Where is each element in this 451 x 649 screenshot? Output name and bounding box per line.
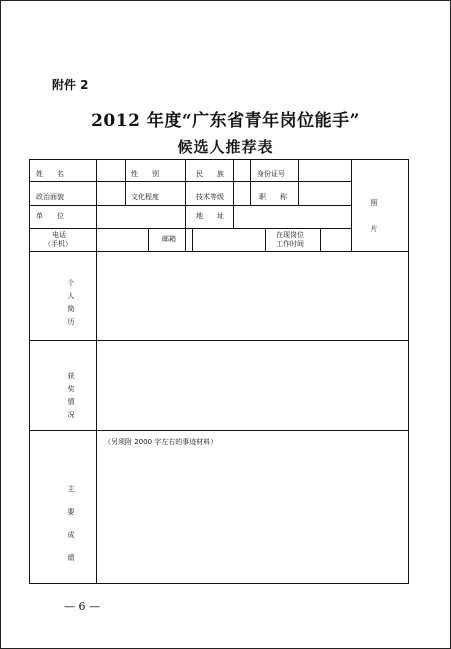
col-line-h	[148, 228, 149, 251]
document-title: 2012 年度“广东省青年岗位能手”	[91, 111, 360, 131]
col-line-a	[96, 159, 97, 251]
document-subtitle: 候选人推荐表	[177, 138, 274, 156]
label-unit: 单 位	[36, 212, 64, 220]
label-address: 地 址	[196, 212, 224, 220]
label-resume: 个人简历	[67, 279, 75, 326]
col-line-b	[125, 159, 126, 205]
label-photo: 照 片	[370, 199, 392, 233]
achievements-note: （另须附 2000 字左右的事迹材料）	[104, 438, 218, 446]
label-tenure-sub: 工作时间	[276, 240, 304, 248]
label-gender: 性 别	[131, 170, 159, 178]
col-line-d	[233, 159, 234, 205]
attachment-label: 附件 2	[52, 78, 89, 92]
label-phone: 电话	[52, 231, 66, 239]
row-line-3	[29, 228, 351, 229]
recommendation-form	[29, 159, 409, 584]
label-education: 文化程度	[131, 193, 159, 201]
label-name: 姓 名	[36, 170, 64, 178]
row-line-4	[29, 251, 409, 252]
label-political-status: 政治面貌	[36, 193, 64, 201]
col-line-i	[192, 228, 193, 251]
label-ethnicity: 民 族	[196, 170, 224, 178]
row-line-2	[29, 205, 351, 206]
label-phone-sub: （手机）	[44, 240, 72, 248]
section-label-divider	[96, 251, 97, 584]
label-id-number: 身份证号	[257, 170, 285, 178]
row-line-6	[29, 430, 409, 431]
label-tenure: 在现岗位	[276, 231, 304, 239]
col-line-k	[320, 228, 321, 251]
label-awards: 获奖情况	[67, 372, 75, 419]
col-line-e	[250, 159, 251, 205]
page-number: — 6 —	[64, 600, 100, 613]
label-position: 职 称	[259, 193, 287, 201]
row-line-1	[29, 181, 351, 182]
label-postcode: 邮箱	[162, 235, 176, 243]
label-tech-level: 技术等级	[196, 193, 224, 201]
photo-divider	[351, 159, 352, 251]
col-line-j	[265, 228, 266, 251]
col-line-f	[298, 159, 299, 205]
col-line-c	[185, 159, 186, 251]
row-line-5	[29, 340, 409, 341]
label-achievements: 主要成绩	[67, 485, 75, 562]
col-line-g	[233, 205, 234, 228]
